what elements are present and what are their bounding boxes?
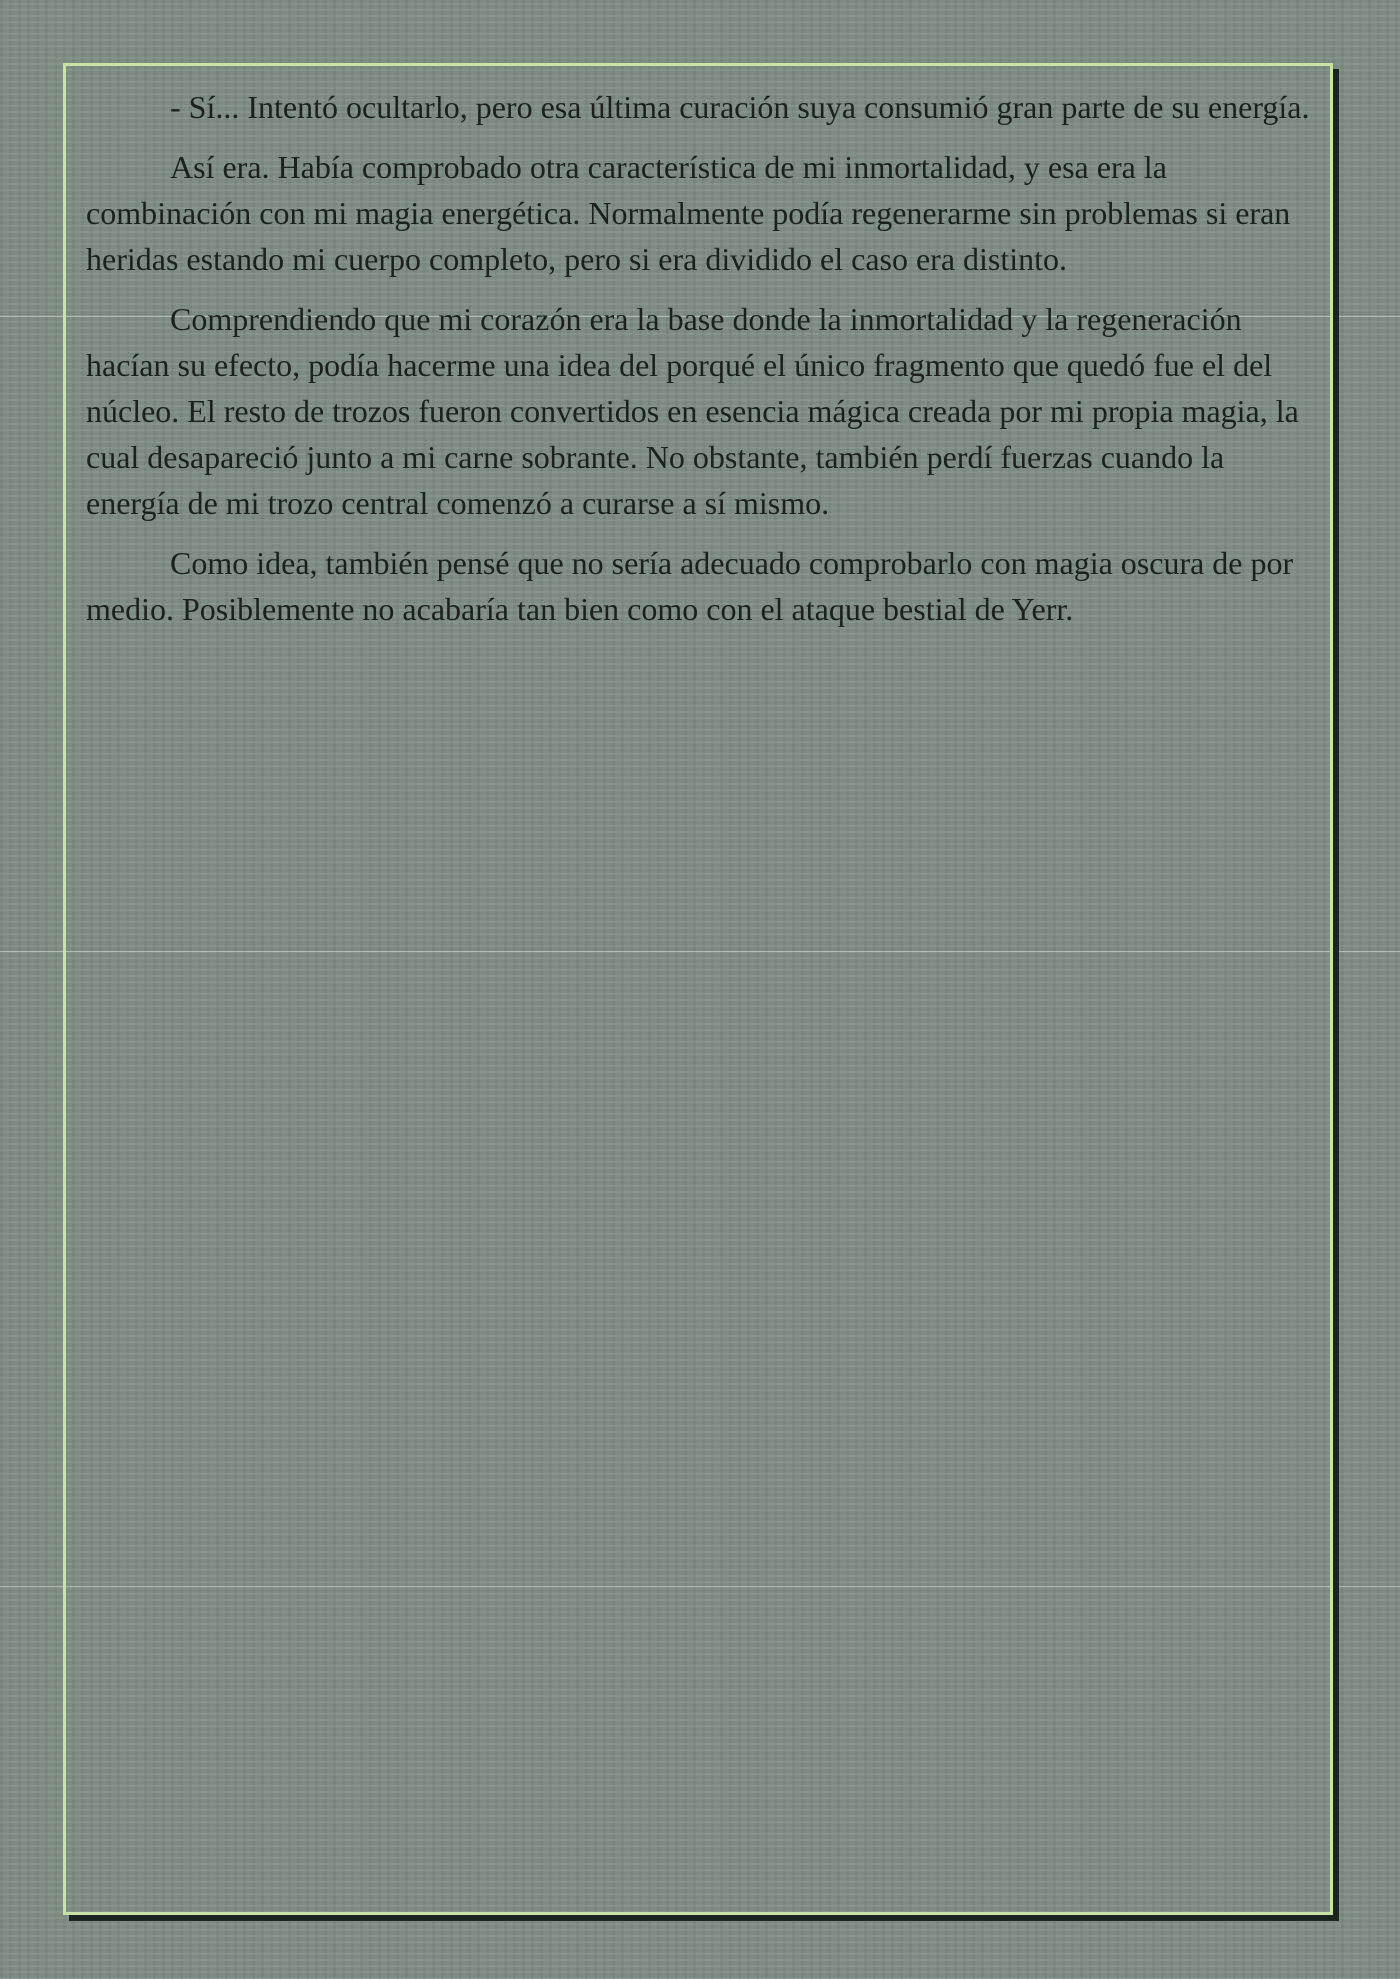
paragraph: Comprendiendo que mi corazón era la base donde la inmortalidad y la regeneración hacían su efecto, podía hacerme una idea del porqué el único fragmento que quedó fue el del núcleo. El resto de trozos fueron convertidos en esencia mágica creada por mi propia magia, la cual desapareció junto a mi carne sobrante. No obstante, también perdí fuerzas cuando la energía de mi trozo central comenzó a curarse a sí mismo. <box>86 301 1299 521</box>
page-text <box>86 84 1311 646</box>
page-frame <box>63 63 1333 1915</box>
paragraph: Así era. Había comprobado otra característica de mi inmortalidad, y esa era la combinación con mi magia energética. Normalmente podía regenerarme sin problemas si eran heridas estando mi cuerpo completo, pero si era dividido el caso era distinto. <box>86 149 1291 277</box>
paragraph: Como idea, también pensé que no sería adecuado comprobarlo con magia oscura de por medio. Posiblemente no acabaría tan bien como con el ataque bestial de Yerr. <box>86 545 1294 627</box>
paragraph: - Sí... Intentó ocultarlo, pero esa última curación suya consumió gran parte de su energía. <box>170 89 1310 125</box>
